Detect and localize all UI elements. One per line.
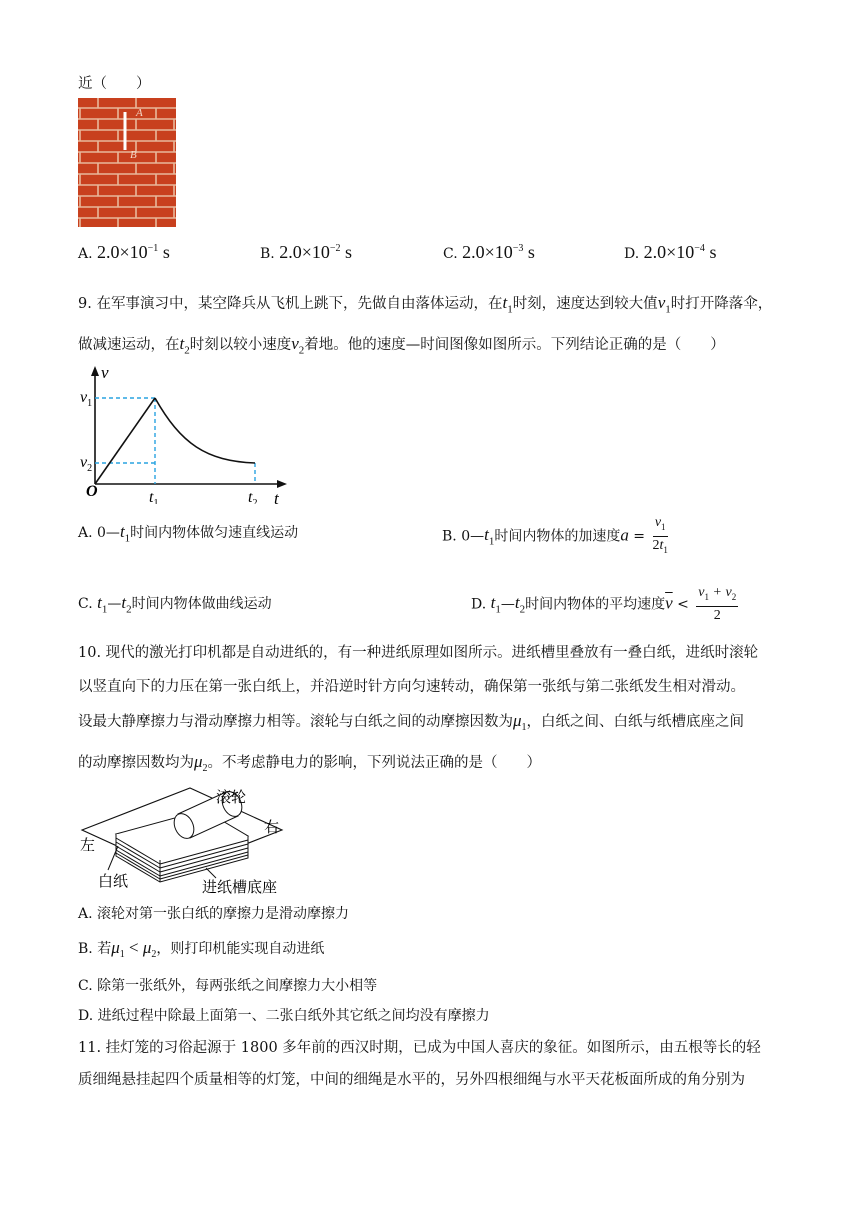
- paper-feed-figure: [78, 786, 284, 896]
- q10-option-c[interactable]: C. 除第一张纸外，每两张纸之间摩擦力大小相等: [78, 978, 378, 994]
- label-a: A: [136, 107, 143, 119]
- q9-stem-line-1: 9. 在军事演习中，某空降兵从飞机上跳下，先做自由落体运动，在$t_1$时刻，速度达到较大值$v_1$时打开降落伞，: [78, 293, 773, 316]
- accel-segment: [95, 398, 155, 484]
- t1-label: $t_1$: [149, 489, 159, 504]
- v-axis-arrow: [91, 366, 99, 376]
- q9-stem-line-2: 做减速运动，在$t_2$时刻以较小速度$v_2$着地。他的速度—时间图像如图所示。下列结论正确的是（ ）: [78, 334, 725, 357]
- q10-stem-line-2: 以竖直向下的力压在第一张白纸上，并沿逆时针方向匀速转动，确保第一张纸与第二张纸发生相对滑动。: [78, 679, 745, 695]
- q8-option-c[interactable]: C. $2.0\times 10^{-3}$ s: [443, 242, 535, 262]
- origin-label: O: [86, 483, 98, 500]
- q9-option-a[interactable]: A. $0—t_1$时间内物体做匀速直线运动: [78, 522, 299, 545]
- v1-label: $v_1$: [80, 389, 93, 409]
- q11-stem-line-1: 11. 挂灯笼的习俗起源于 1800 多年前的西汉时期，已成为中国人喜庆的象征。如图所示，由五根等长的轻: [78, 1040, 761, 1056]
- q10-option-a[interactable]: A. 滚轮对第一张白纸的摩擦力是滑动摩擦力: [78, 906, 350, 922]
- q9-option-b[interactable]: B. $0—t_1$时间内物体的加速度a = $\frac{v_1}{2t_1}$: [442, 514, 668, 559]
- q10-option-b[interactable]: B. 若$\mu_1 < \mu_2$，则打印机能实现自动进纸: [78, 938, 325, 960]
- paper-label: 白纸: [98, 872, 129, 890]
- q9-option-d[interactable]: D. $t_1—t_2$时间内物体的平均速度$\overline{v}$ < $\frac{v_1 + v_2}{2}$: [471, 585, 737, 623]
- q10-stem-line-4: 的动摩擦因数均为$\mu_2$。不考虑静电力的影响，下列说法正确的是（ ）: [78, 752, 542, 774]
- q11-stem-line-2: 质细绳悬挂起四个质量相等的灯笼，中间的细绳是水平的，另外四根细绳与水平天花板面所成的角分别为: [78, 1072, 745, 1088]
- q9-option-c[interactable]: C. $t_1—t_2$时间内物体做曲线运动: [78, 593, 272, 616]
- q10-option-d[interactable]: D. 进纸过程中除最上面第一、二张白纸外其它纸之间均没有摩擦力: [78, 1008, 490, 1024]
- accel-fraction: $\frac{v_1}{2t_1}$: [652, 515, 668, 555]
- roller-label: 滚轮: [216, 788, 247, 806]
- q8-lead: 近（ ）: [78, 76, 151, 92]
- label-b: B: [130, 149, 137, 161]
- tray-base-label: 进纸槽底座: [202, 878, 278, 896]
- t-axis-arrow: [277, 480, 287, 488]
- q10-stem-line-1: 10. 现代的激光打印机都是自动进纸的，有一种进纸原理如图所示。进纸槽里叠放有一叠白纸，进纸时滚轮: [78, 645, 759, 661]
- left-label: 左: [80, 836, 96, 854]
- decel-curve: [155, 398, 255, 463]
- q8-option-b[interactable]: B. $2.0\times 10^{-2}$ s: [260, 242, 353, 262]
- v2-label: $v_2$: [80, 454, 93, 474]
- right-label: 右: [264, 818, 280, 836]
- q10-stem-line-3: 设最大静摩擦力与滑动摩擦力相等。滚轮与白纸之间的动摩擦因数为$\mu_1$，白纸之间、白纸与纸槽底座之间: [78, 711, 745, 733]
- brick-wall-image: [78, 98, 176, 227]
- t-axis-label: t: [274, 489, 279, 504]
- velocity-time-graph: [76, 364, 292, 504]
- brick-wall-photo: [78, 98, 176, 227]
- t2-label: $t_2$: [248, 489, 258, 504]
- q8-option-d[interactable]: D. $2.0\times 10^{-4}$ s: [624, 242, 717, 262]
- q8-option-a[interactable]: A. $2.0\times 10^{-1}$ s: [78, 242, 170, 262]
- avg-velocity-fraction: $\frac{v_1 + v_2}{2}$: [698, 585, 737, 623]
- v-axis-label: v: [101, 364, 109, 382]
